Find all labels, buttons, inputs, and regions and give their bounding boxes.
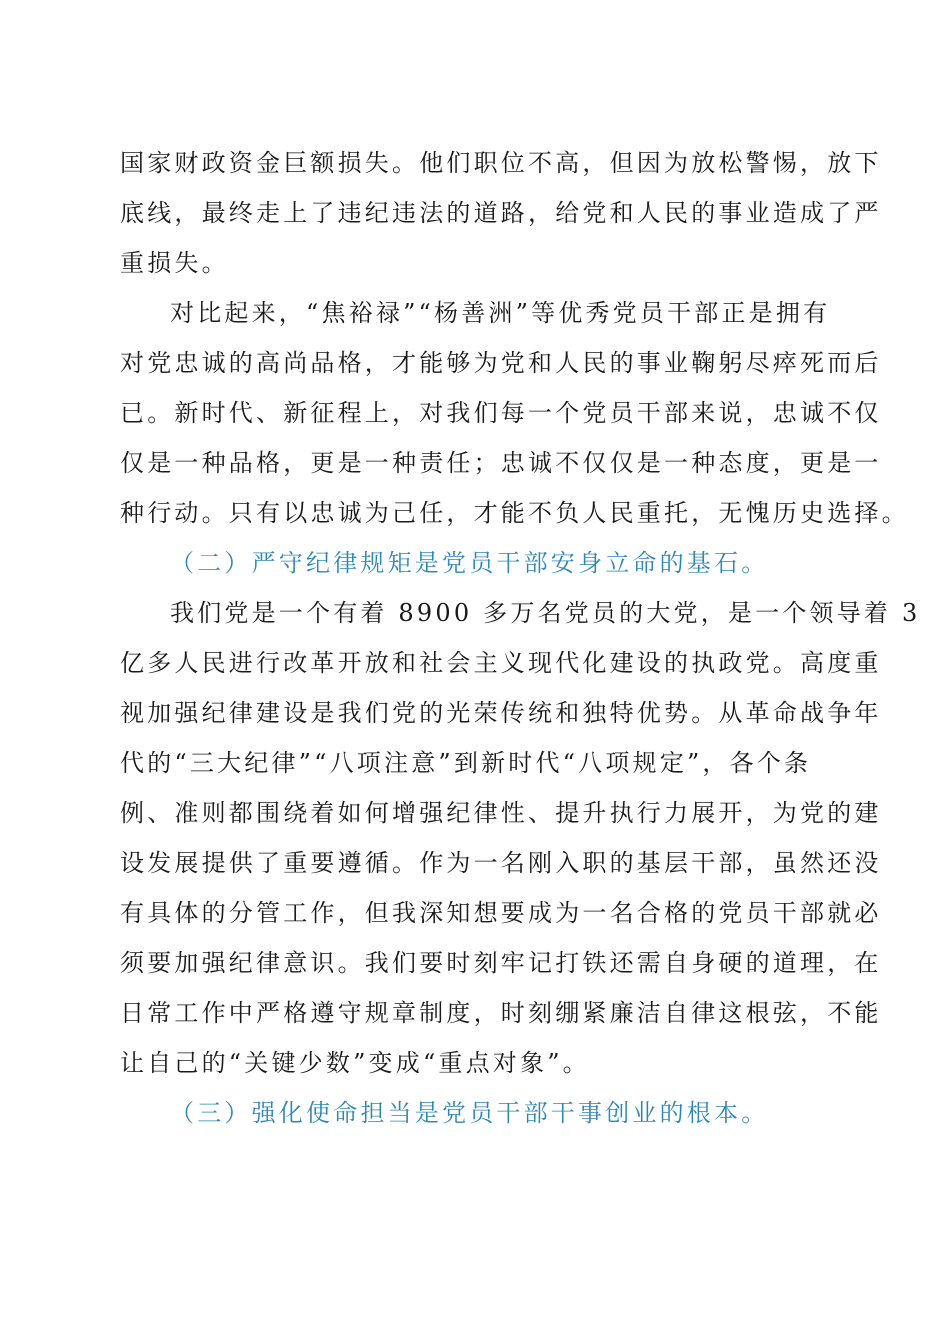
paragraph-line: 仅是一种品格，更是一种责任；忠诚不仅仅是一种态度，更是一 xyxy=(120,449,882,477)
paragraph-line: 国家财政资金巨额损失。他们职位不高，但因为放松警惕，放下 xyxy=(120,149,882,177)
document-body xyxy=(120,138,921,1138)
paragraph-line: 设发展提供了重要遵循。作为一名刚入职的基层干部，虽然还没 xyxy=(120,849,882,877)
paragraph-line: 已。新时代、新征程上，对我们每一个党员干部来说，忠诚不仅 xyxy=(120,399,882,427)
paragraph-line: 我们党是一个有着 8900 多万名党员的大党，是一个领导着 3 xyxy=(170,599,921,627)
paragraph-line: 代的“三大纪律”“八项注意”到新时代“八项规定”，各个条 xyxy=(120,749,812,777)
section-heading: （二）严守纪律规矩是党员干部安身立命的基石。 xyxy=(170,549,769,577)
paragraph-line: 例、准则都围绕着如何增强纪律性、提升执行力展开，为党的建 xyxy=(120,799,882,827)
paragraph-line: 对比起来，“焦裕禄”“杨善洲”等优秀党员干部正是拥有 xyxy=(170,299,831,327)
paragraph-line: 种行动。只有以忠诚为己任，才能不负人民重托，无愧历史选择。 xyxy=(120,499,909,527)
paragraph-line: 底线，最终走上了违纪违法的道路，给党和人民的事业造成了严 xyxy=(120,199,882,227)
paragraph-line: 日常工作中严格遵守规章制度，时刻绷紧廉洁自律这根弦，不能 xyxy=(120,999,882,1027)
section-heading: （三）强化使命担当是党员干部干事创业的根本。 xyxy=(170,1099,769,1127)
paragraph-line: 重损失。 xyxy=(120,249,229,277)
paragraph-line: 对党忠诚的高尚品格，才能够为党和人民的事业鞠躬尽瘁死而后 xyxy=(120,349,882,377)
paragraph-line: 有具体的分管工作，但我深知想要成为一名合格的党员干部就必 xyxy=(120,899,882,927)
paragraph-line: 让自己的“关键少数”变成“重点对象”。 xyxy=(120,1049,590,1077)
paragraph-line: 视加强纪律建设是我们党的光荣传统和独特优势。从革命战争年 xyxy=(120,699,882,727)
paragraph-line: 亿多人民进行改革开放和社会主义现代化建设的执政党。高度重 xyxy=(120,649,882,677)
paragraph-line: 须要加强纪律意识。我们要时刻牢记打铁还需自身硬的道理，在 xyxy=(120,949,882,977)
